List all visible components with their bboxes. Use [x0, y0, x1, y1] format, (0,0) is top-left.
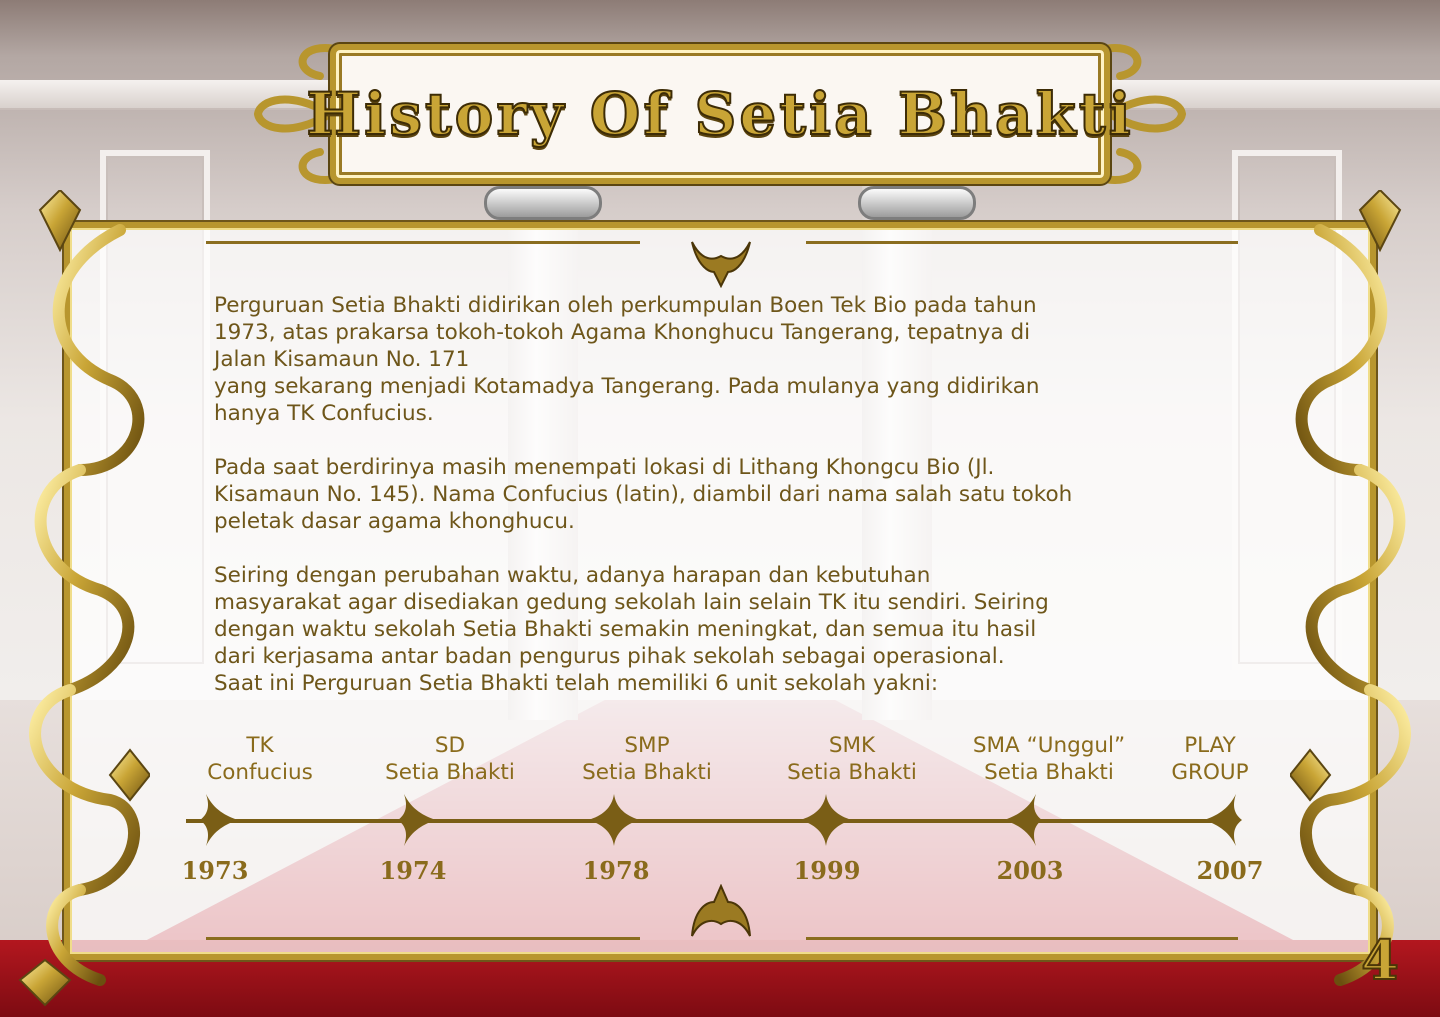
page-title: History Of Setia Bhakti	[306, 80, 1134, 148]
paragraph-2	[214, 454, 1234, 535]
fleur-ornament-bottom-icon	[688, 884, 754, 940]
unit-subname: Setia Bhakti	[787, 760, 917, 785]
paragraph-1	[214, 292, 1234, 427]
timeline-unit-label	[360, 732, 540, 786]
timeline-year: 1973	[181, 856, 249, 885]
unit-subname: Setia Bhakti	[984, 760, 1114, 785]
unit-subname: Setia Bhakti	[582, 760, 712, 785]
text-line: Pada saat berdirinya masih menempati lokasi di Lithang Khongcu Bio (Jl.	[214, 455, 995, 480]
unit-name: SMK	[828, 733, 876, 758]
timeline-marker-icon	[1200, 790, 1256, 850]
timeline-marker-icon	[1000, 790, 1056, 850]
unit-name: SMA “Unggul”	[972, 733, 1126, 758]
timeline-year: 1974	[379, 856, 447, 885]
text-line: hanya TK Confucius.	[214, 401, 434, 426]
timeline-unit-label	[170, 732, 350, 786]
timeline-unit-label	[1120, 732, 1300, 786]
unit-name: TK	[246, 733, 274, 758]
timeline-unit-label	[762, 732, 942, 786]
frame-rule-bottom-right	[806, 937, 1238, 940]
text-line: Saat ini Perguruan Setia Bhakti telah memiliki 6 unit sekolah yakni:	[214, 671, 939, 696]
timeline-marker-icon	[798, 790, 854, 850]
text-line: yang sekarang menjadi Kotamadya Tangerang. Pada mulanya yang didirikan	[214, 374, 1040, 399]
timeline-year: 2003	[996, 856, 1064, 885]
timeline-year: 1978	[582, 856, 650, 885]
unit-subname: Setia Bhakti	[385, 760, 515, 785]
unit-subname: GROUP	[1171, 760, 1249, 785]
text-line: masyarakat agar disediakan gedung sekolah lain selain TK itu sendiri. Seiring	[214, 590, 1049, 615]
text-line: peletak dasar agama khonghucu.	[214, 509, 575, 534]
unit-name: SD	[434, 733, 466, 758]
gold-scroll-ornament-right-icon	[1290, 190, 1440, 1010]
text-line: Kisamaun No. 145). Nama Confucius (latin), diambil dari nama salah satu tokoh	[214, 482, 1073, 507]
timeline-marker-icon	[384, 790, 440, 850]
unit-subname: Confucius	[207, 760, 313, 785]
title-plaque	[306, 44, 1134, 184]
fleur-ornament-top-icon	[688, 238, 754, 288]
timeline-marker-icon	[586, 790, 642, 850]
frame-rule-top-left	[206, 241, 640, 244]
timeline-unit-label	[557, 732, 737, 786]
timeline-unit-label	[959, 732, 1139, 786]
timeline-year: 2007	[1196, 856, 1264, 885]
unit-name: PLAY	[1184, 733, 1236, 758]
text-line: dari kerjasama antar badan pengurus pihak sekolah sebagai operasional.	[214, 644, 1005, 669]
frame-rule-top-right	[806, 241, 1238, 244]
timeline-line	[186, 819, 1234, 823]
gold-scroll-ornament-left-icon	[0, 190, 150, 1010]
history-text	[214, 292, 1234, 697]
frame-rule-bottom-left	[206, 937, 640, 940]
unit-name: SMP	[624, 733, 670, 758]
text-line: Jalan Kisamaun No. 171	[214, 347, 470, 372]
timeline-year: 1999	[793, 856, 861, 885]
text-line: Perguruan Setia Bhakti didirikan oleh perkumpulan Boen Tek Bio pada tahun	[214, 293, 1037, 318]
text-line: Seiring dengan perubahan waktu, adanya harapan dan kebutuhan	[214, 563, 931, 588]
timeline-marker-icon	[186, 790, 242, 850]
page-number: 4	[1361, 928, 1399, 992]
paragraph-3	[214, 562, 1234, 697]
text-line: dengan waktu sekolah Setia Bhakti semakin meningkat, dan semua itu hasil	[214, 617, 1037, 642]
text-line: 1973, atas prakarsa tokoh-tokoh Agama Khonghucu Tangerang, tepatnya di	[214, 320, 1031, 345]
